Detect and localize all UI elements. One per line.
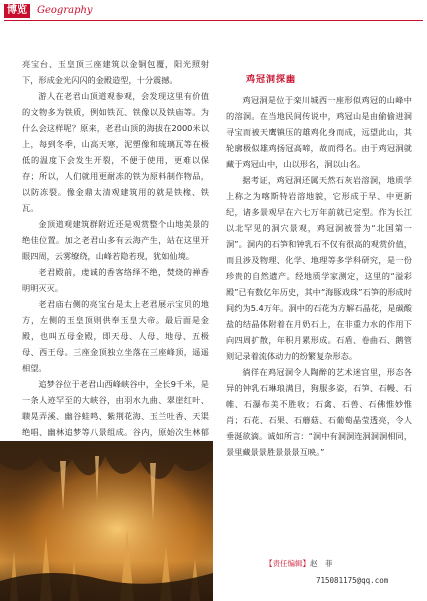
editor-credit: [265, 558, 333, 570]
paragraph: 据考证，鸡冠洞还属天然石灰岩溶洞，地质学上称之为喀斯特岩溶地貌，它形成于早、中更新纪，诸多景观早在六七万年前就已定型。作为长江以北罕见的洞穴景观，鸡冠洞被誉为“北国第一洞”。洞内的石笋和钟乳石不仅有很高的观赏价值，而且涉及物理、化学、地理等多学科研究，是一份珍贵的自然遗产。经地质学家测定，这里的“溢彩殿”已有数亿年历史，其中“海豚戏珠”石笋的形成时间约为5.4万年。洞中的石花为方解石晶花，是碳酸盐的结晶体附着在月奶石上，在非重力水的作用下向四周扩散，年积月累形成。石盾、卷曲石、鹅管则记录着流体动力的纷繁复杂形态。: [226, 175, 412, 361]
cave-illustration: [0, 441, 213, 601]
editor-name: 赵 菲: [310, 559, 333, 568]
page-header: [0, 0, 427, 22]
paragraph: 金顶道观建筑群附近还是观赏整个山地美景的绝佳位置。加之老君山多有云海产生，站在这里开眼四周，云雾缭绕，山峰若隐若现，犹如仙境。: [22, 219, 209, 261]
cave-photo: [0, 441, 213, 601]
paragraph: 老君殿前，虔诚的香客络绎不绝，焚烧的禅香明明灭灭。: [22, 267, 209, 293]
paragraph: 游人在老君山顶道观参观，会发现这里有价值的文物多为铁质，例如铁瓦、铁像以及铁庙等。为什么会这样呢？原来，老君山顶的海拔在2000米以上，每到冬季，山高天寒，泥塑像和琉璃瓦等在极低的温度下会发生开裂，不便于使用，更难以保存；所以，人们就用更耐冻的铁为原料制作物品，以防冻裂。像金鼎太清观建筑用的就是铁椽、铁瓦。: [22, 91, 209, 213]
editor-label: 【责任编辑】: [265, 559, 310, 568]
left-column: [22, 56, 209, 472]
paragraph: 亮宝台、玉皇顶三座建筑以金铜包覆，阳光照射下，形成金光闪闪的金殿造型，十分震撼。: [22, 59, 209, 85]
right-column: [226, 92, 412, 460]
editor-email: 715081175@qq.com: [316, 576, 389, 585]
section-tag: 博览: [4, 4, 30, 18]
paragraph: 鸡冠洞是位于栾川城西一座形似鸡冠的山峰中的溶洞。在当地民间传说中，鸡冠山是由偷偷进洞寻宝而被天鹰镇压的雄鸡化身而成，远望此山，其轮廓极似雄鸡扬冠高啼，故而得名。由于鸡冠洞就藏于鸡冠山中，山以形名，洞以山名。: [226, 95, 412, 169]
header-rule: [4, 20, 423, 21]
paragraph: 追梦谷位于老君山西峰峡谷中，全长9千米，是一条人迹罕至的大峡谷，由羽水九曲、翠崖红叶、聩晃弄溪、幽谷蛙鸣、紫荆花海、玉兰吐香、天渠绝唱、幽林追梦等八景组成。谷内，原始次生林郁: [22, 379, 209, 437]
paragraph: 徜徉在鸡冠洞令人陶醉的艺术迷宫里，形态各异的钟乳石琳琅满目，狗服多姿，石笋、石幔、石帷、石瀑布美不胜收；石禽、石兽、石佛惟妙惟肖；石花、石果、石蘑菇、石葡萄晶莹透亮，令人垂涎欲滴。诚如所言：“洞中有洞洞连洞洞洞相同，景里藏景景胜景景景互映。”: [226, 367, 412, 457]
paragraph: 老君庙右侧的亮宝台是太上老君展示宝贝的地方，左侧的玉皇顶则供奉玉皇大帝。最后面是金殿，也叫五母金殿，即天母、人母、地母、五极母、西王母。三座金顶独立坐落在三座峰顶，遥遥相望。: [22, 299, 209, 373]
section-title: 鸡冠洞探幽: [246, 75, 297, 85]
section-english-label: Geography: [37, 5, 93, 16]
